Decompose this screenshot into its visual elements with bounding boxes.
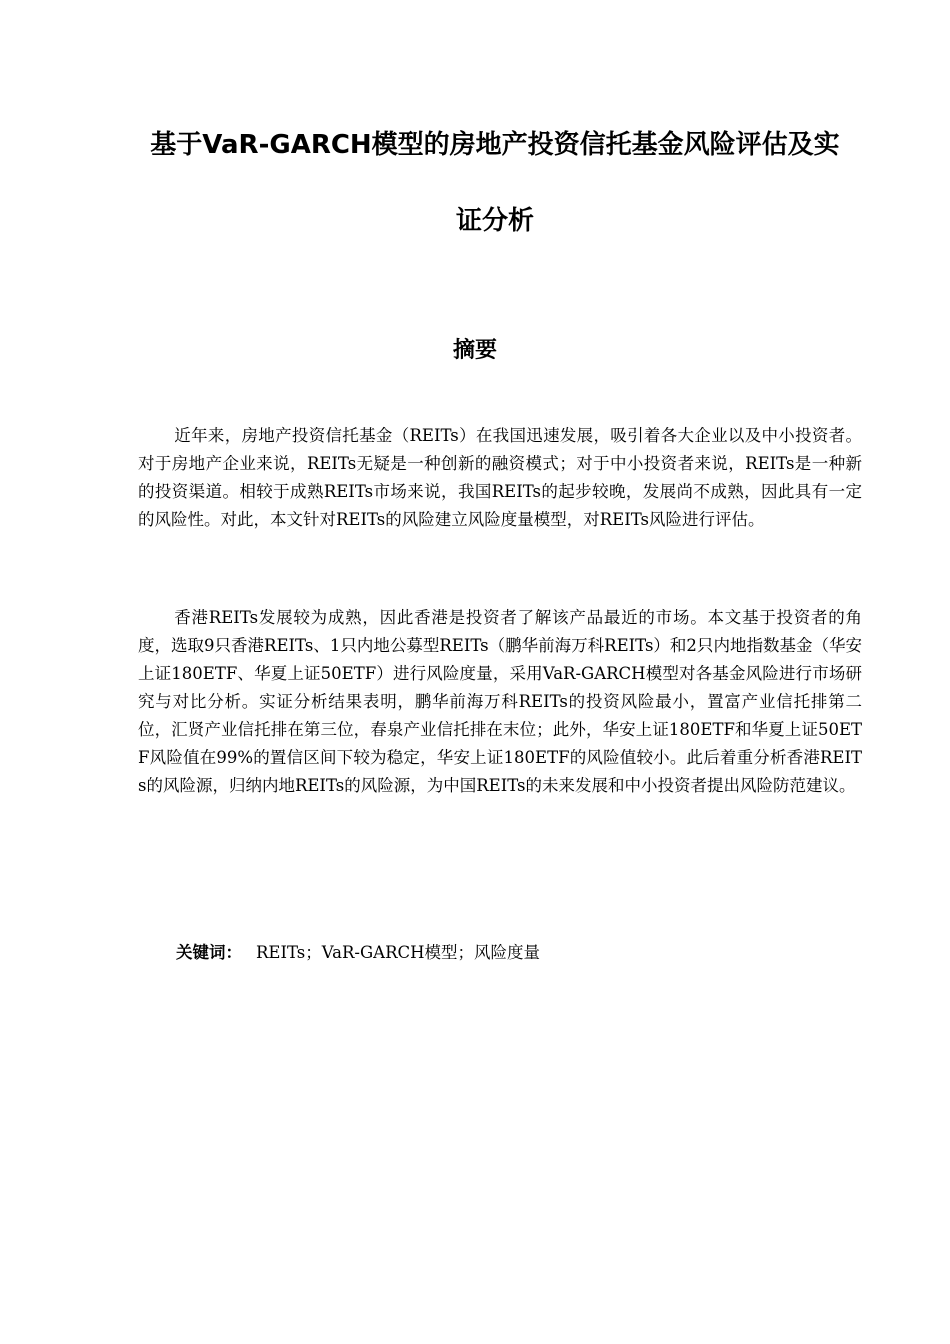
title-line-2: 证分析 [455,206,534,236]
keywords-value: REITs；VaR-GARCH模型；风险度量 [256,943,541,962]
abstract-paragraph-2: 香港REITs发展较为成熟，因此香港是投资者了解该产品最近的市场。本文基于投资者的角度，选取9只香港REITs、1只内地公募型REITs（鹏华前海万科REITs）和2只内地指数基金（华安上证180ETF、华夏上证50ETF）进行风险度量，采用VaR-GARCH模型对各基金风险进行市场研究与对比分析。实证分析结果表明，鹏华前海万科REITs的投资风险最小，置富产业信托排第二位，汇贤产业信托排在第三位，春泉产业信托排在末位；此外，华安上证180ETF和华夏上证50ETF风险值在99%的置信区间下较为稳定，华安上证180ETF的风险值较小。此后着重分析香港REITs的风险源，归纳内地REITs的风险源，为中国REITs的未来发展和中小投资者提出风险防范建议。 [138,608,862,795]
abstract-heading: 摘要 [452,338,497,363]
keywords-line [176,939,540,967]
abstract-paragraph-1: 近年来，房地产投资信托基金（REITs）在我国迅速发展，吸引着各大企业以及中小投资者。对于房地产企业来说，REITs无疑是一种创新的融资模式；对于中小投资者来说，REITs是一种新的投资渠道。相较于成熟REITs市场来说，我国REITs的起步较晚，发展尚不成熟，因此具有一定的风险性。对此，本文针对REITs的风险建立风险度量模型，对REITs风险进行评估。 [138,426,862,529]
keywords-label: 关键词： [176,943,242,962]
title-line-1: 基于VaR-GARCH模型的房地产投资信托基金风险评估及实 [150,130,840,160]
